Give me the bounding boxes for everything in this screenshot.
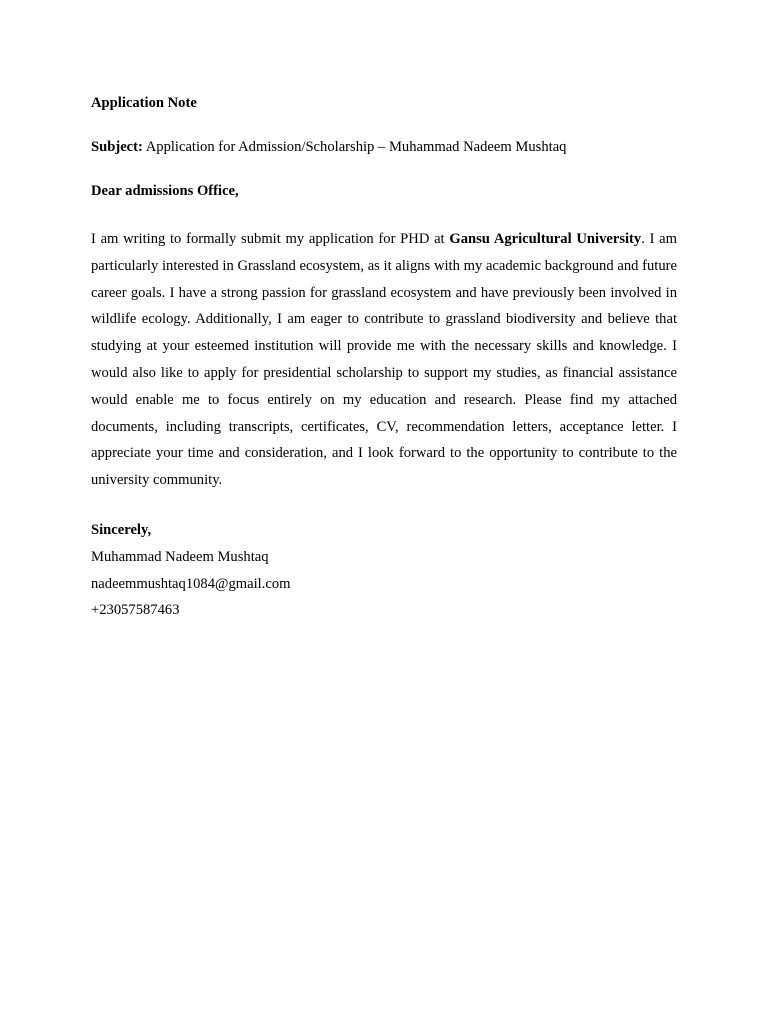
body-paragraph [91,226,677,494]
signature-phone: +23057587463 [91,602,180,619]
salutation: Dear admissions Office, [91,183,239,199]
letter-page [91,93,677,624]
subject-label: Subject: [91,139,143,155]
document-title: Application Note [91,95,197,111]
body-text-intro: I am writing to formally submit my application for PHD at [91,231,450,247]
signature-name: Muhammad Nadeem Mushtaq [91,548,269,565]
subject-text: Application for Admission/Scholarship – Muhammad Nadeem Mushtaq [145,139,567,155]
body-text-main: . I am particularly interested in Grassland ecosystem, as it aligns with my academic background and future career goals. I have a strong passion for grassland ecosystem and have previously been involved in wildlife ecology. Additionally, I am eager to contribute to grassland biodiversity and believe that studying at your esteemed institution will provide me with the necessary skills and knowledge. I would also like to apply for presidential scholarship to support my studies, as financial assistance would enable me to focus entirely on my education and research. Please find my attached documents, including transcripts, certificates, CV, recommendation letters, acceptance letter. I appreciate your time and consideration, and I look forward to the opportunity to contribute to the university community. [91,231,677,489]
signature-email: nadeemmushtaq1084@gmail.com [91,575,291,592]
closing: Sincerely, [91,521,152,538]
subject-line [91,137,677,157]
university-name: Gansu Agricultural University [449,231,642,247]
